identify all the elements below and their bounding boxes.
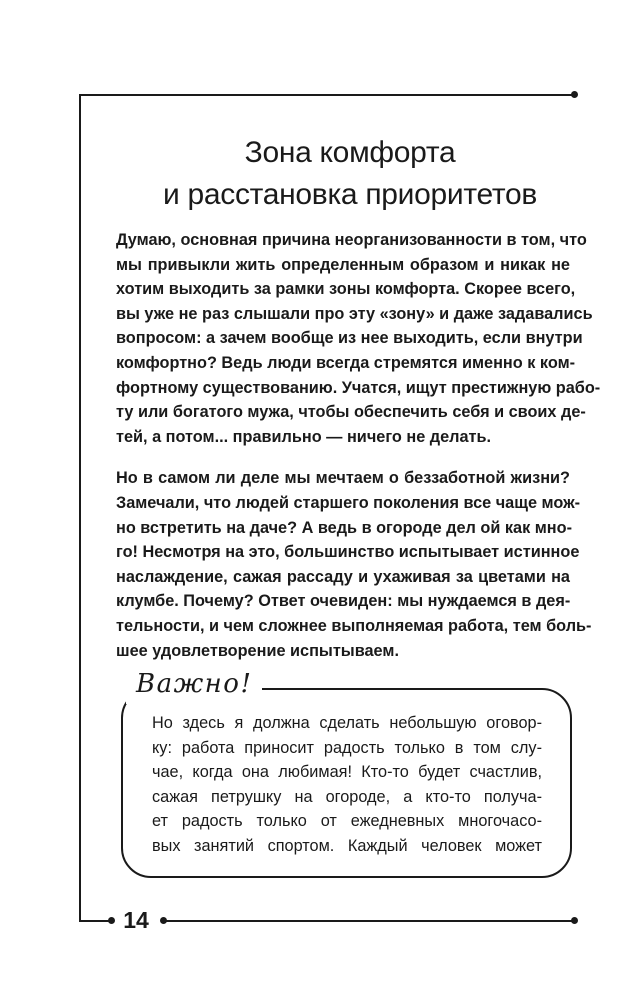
paragraph [116,228,601,449]
frame-bottom-left-rule [79,920,109,922]
text-line: хотим выходить за рамки зоны комфорта. Скорее всего, [116,280,576,299]
note-line: вых занятий спортом. Каждый человек может [152,836,542,855]
frame-bottom-right-rule [164,920,574,922]
note-line: чае, когда она любимая! Кто-то будет счастлив, [152,763,542,782]
text-line: но встретить на даче? А ведь в огороде дел ой как мно- [116,518,573,537]
note-line: сажая петрушку на огороде, а кто-то получа- [152,787,542,806]
text-line: ту или богатого мужа, чтобы обеспечить себя и своих де- [116,403,586,422]
text-line: Думаю, основная причина неорганизованности в том, что [116,231,587,249]
frame-top-rule [79,94,574,96]
text-line: Но в самом ли деле мы мечтаем о беззаботной жизни? [116,469,570,488]
text-line: шее удовлетворение испытываем. [116,641,399,660]
text-line: мы привыкли жить определенным образом и никак не [116,255,570,274]
page-number: 14 [123,907,149,933]
chapter-title [120,132,580,216]
text-line: тей, а потом... правильно — ничего не делать. [116,427,492,446]
text-line: вопросом: а зачем вообще из нее выходить, если внутри [116,329,583,348]
text-line: клумбе. Почему? Ответ очевиден: мы нуждаемся в дея- [116,592,571,611]
text-line: го! Несмотря на это, большинство испытывает истинное [116,543,580,562]
note-label: Важно! [126,664,262,704]
note-text [152,711,542,859]
note-line: ку: работа приносит радость только в том слу- [152,738,542,757]
paragraph [116,466,592,663]
text-line: тельности, и чем сложнее выполняемая работа, тем боль- [116,616,592,635]
body-text [116,228,601,680]
text-line: Замечали, что людей старшего поколения все чаще мож- [116,493,581,512]
text-line: наслаждение, сажая рассаду и ухаживая за цветами на [116,567,570,586]
note-line: ет радость только от ежедневных многочасо- [152,812,542,831]
frame-left-rule [79,94,81,921]
text-line: вы уже не раз слышали про эту «зону» и даже задавались [116,304,593,323]
chapter-title-line: Зона комфорта [244,136,456,169]
note-line: Но здесь я должна сделать небольшую оговор- [152,714,542,732]
frame-top-right-dot [571,91,578,98]
frame-bottom-right-dot [571,917,578,924]
text-line: комфортно? Ведь люди всегда стремятся именно к ком- [116,353,576,372]
chapter-title-line: и расстановка приоритетов [163,178,537,211]
text-line: фортному существованию. Учатся, ищут престижную рабо- [116,378,601,397]
